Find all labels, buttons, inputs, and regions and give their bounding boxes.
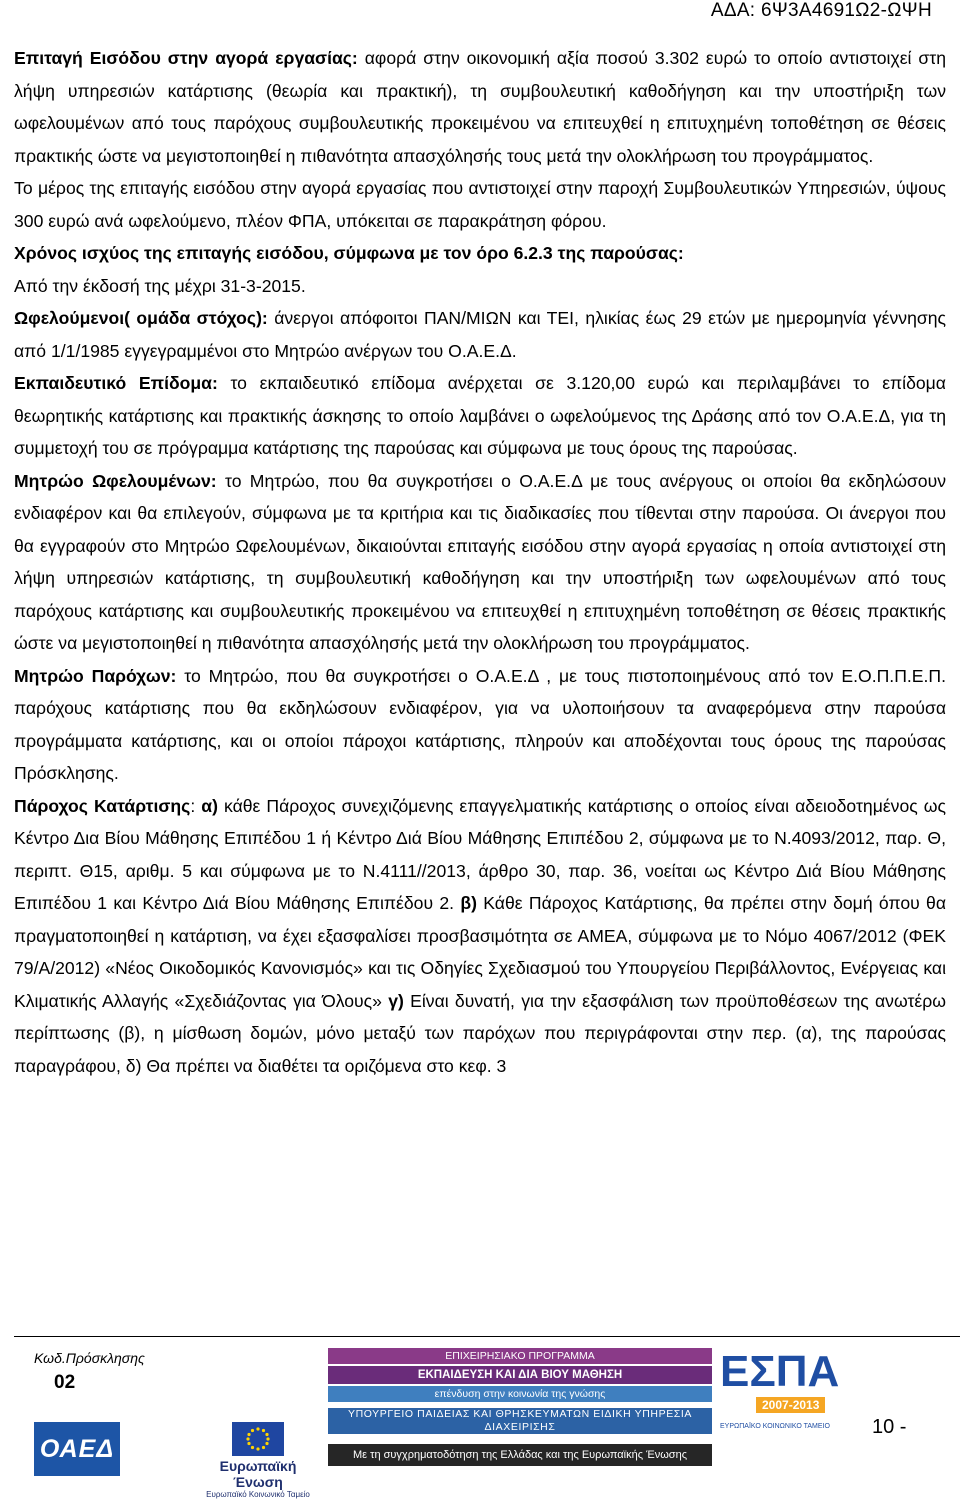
banner-line-4: ΥΠΟΥΡΓΕΙΟ ΠΑΙΔΕΙΑΣ ΚΑΙ ΘΡΗΣΚΕΥΜΑΤΩΝ ΕΙΔΙΚΗ ΥΠΗΡΕΣΙΑ ΔΙΑΧΕΙΡΙΣΗΣ <box>328 1408 712 1434</box>
banner-line-3: επένδυση στην κοινωνία της γνώσης <box>328 1386 712 1402</box>
eu-title: Ευρωπαϊκή Ένωση <box>219 1458 297 1490</box>
oaed-logo: ΟΑΕΔ <box>34 1422 120 1476</box>
banner-line-5: Με τη συγχρηματοδότηση της Ελλάδας και της Ευρωπαϊκής Ένωσης <box>328 1444 712 1466</box>
ada-code: ΑΔΑ: 6Ψ3Α4691Ω2-ΩΨΗ <box>710 0 932 21</box>
espa-years: 2007-2013 <box>756 1397 825 1413</box>
invitation-code-label: Κωδ.Πρόσκλησης <box>34 1350 145 1366</box>
espa-note: ΕΥΡΩΠΑΪΚΟ ΚΟΙΝΩΝΙΚΟ ΤΑΜΕΙΟ <box>720 1423 830 1430</box>
paragraph-training-provider: Πάροχος Κατάρτισης: α) κάθε Πάροχος συνεχιζόμενης επαγγελματικής κατάρτισης ο οποίος είναι αδειοδοτημένος ως Κέντρο Δια Βίου Μάθησης Επιπέδου 1 ή Κέντρο Διά Βίου Μάθησης Επιπέδου 2, σύμφωνα με το Ν.4093/2012, παρ. Θ, περιπτ. Θ15, αριθμ. 5 και σύμφωνα με το Ν.4111//2013, άρθρο 30, παρ. 36, νοείται ως Κέντρο Διά Βίου Μάθησης Επιπέδου 1 και Κέντρο Διά Βίου Μάθησης Επιπέδου 2. β) Κάθε Πάροχος Κατάρτισης, θα πρέπει στην δομή όπου θα πραγματοποιηθεί η κατάρτιση, να έχει εξασφαλίσει προσβασιμότητα σε ΑΜΕΑ, σύμφωνα με το Νόμο 4067/2012 (ΦΕΚ 79/Α/2012) «Νέος Οικοδομικός Κανονισμός» και τις Οδηγίες Σχεδιασμού του Υπουργείου Περιβάλλοντος, Ενέργειας και Κλιματικής Αλλαγής «Σχεδιάζοντας για Όλους» γ) Είναι δυνατή, για την εξασφάλιση των προϋποθέσεων της ανωτέρω περίπτωσης (β), η μίσθωση δομών, μόνο μεταξύ των παρόχων που περιγράφονται στην περ. (α), της παρούσας παραγράφου, δ) Θα πρέπει να διαθέτει τα οριζόμενα στο κεφ. 3 <box>14 795 947 1076</box>
eu-stars-icon <box>232 1422 284 1456</box>
invitation-code-number: 02 <box>54 1372 76 1393</box>
document-body <box>14 42 946 1082</box>
program-banner <box>328 1348 840 1468</box>
banner-line-2: ΕΚΠΑΙΔΕΥΣΗ ΚΑΙ ΔΙΑ ΒΙΟΥ ΜΑΘΗΣΗ <box>328 1366 712 1384</box>
eu-logo <box>200 1422 316 1500</box>
espa-title: ΕΣΠΑ <box>720 1347 840 1396</box>
paragraph-provider-registry: Μητρώο Παρόχων: το Μητρώο, που θα συγκροτήσει ο Ο.Α.Ε.Δ , με τους πιστοποιημένους από τον Ε.Ο.Π.Π.Ε.Π. παρόχους κατάρτισης που θα εκδηλώσουν ενδιαφέρον, για να υλοποιήσουν τα αναφερόμενα στην παρούσα προγράμματα κατάρτισης, και οι οποίοι πάροχοι κατάρτισης, πληρούν και αποδέχονται τους όρους της παρούσας Πρόσκλησης. <box>14 665 947 783</box>
paragraph-beneficiary-registry: Μητρώο Ωφελουμένων: το Μητρώο, που θα συγκροτήσει ο Ο.Α.Ε.Δ με τους ανέργους οι οποίοι θα εκδηλώσουν ενδιαφέρον και θα επιλεγούν, σύμφωνα με τα κριτήρια και τις διαδικασίες που τίθενται στην παρούσα. Οι άνεργοι που θα εγγραφούν στο Μητρώο Ωφελουμένων, δικαιούνται επιταγής εισόδου στην αγορά εργασίας η οποία αντιστοιχεί στη λήψη υπηρεσιών κατάρτισης, τη συμβουλευτική καθοδήγηση και την υποστήριξη των ωφελουμένων από τους παρόχους κατάρτισης και συμβουλευτικής προκειμένου να επιτευχθεί η επιτυχημένη τοποθέτηση σε θέσεις πρακτικής ώστε να μεγιστοποιηθεί η πιθανότητα απασχόλησής μετά την ολοκλήρωση του προγράμματος. <box>14 470 946 653</box>
paragraph-beneficiaries: Ωφελούμενοι( ομάδα στόχος): άνεργοι απόφοιτοι ΠΑΝ/ΜΙΩΝ και ΤΕΙ, ηλικίας έως 29 ετών με ημερομηνία γέννησης από 1/1/1985 εγγεγραμμένοι στο Μητρώο ανέργων του Ο.Α.Ε.Δ. <box>14 308 946 361</box>
page-number: 10 - <box>872 1416 907 1438</box>
banner-line-1: ΕΠΙΧΕΙΡΗΣΙΑΚΟ ΠΡΟΓΡΑΜΜΑ <box>328 1348 712 1364</box>
paragraph-validity-heading: Χρόνος ισχύος της επιταγής εισόδου, σύμφωνα με τον όρο 6.2.3 της παρούσας: <box>14 243 684 263</box>
paragraph-validity-period: Από την έκδοσή της μέχρι 31-3-2015. <box>14 275 306 296</box>
paragraph-training-allowance: Εκπαιδευτικό Επίδομα: το εκπαιδευτικό επίδομα ανέρχεται σε 3.120,00 ευρώ και περιλαμβάνει το επίδομα θεωρητικής κατάρτισης και πρακτικής άσκησης το οποίο λαμβάνει ο ωφελούμενος της Δράσης από τον Ο.Α.Ε.Δ, για τη συμμετοχή του σε πρόγραμμα κατάρτισης της παρούσας και σύμφωνα με τους όρους της παρούσας. <box>14 373 946 458</box>
eu-flag-icon <box>232 1422 284 1456</box>
footer-divider <box>14 1336 960 1337</box>
paragraph-entry-voucher: Επιταγή Εισόδου στην αγορά εργασίας: αφορά στην οικονομική αξία ποσού 3.302 ευρώ το οποίο αντιστοιχεί στη λήψη υπηρεσιών κατάρτισης (θεωρία και πρακτική), τη συμβουλευτική καθοδήγηση και την υποστήριξη των ωφελουμένων από τους παρόχους συμβουλευτικής προκειμένου να επιτευχθεί η επιτυχημένη τοποθέτηση σε θέσεις πρακτικής ώστε να μεγιστοποιηθεί η πιθανότητα απασχόλησής τους μετά την ολοκλήρωση του προγράμματος. <box>14 48 947 166</box>
paragraph-counseling-share: Το μέρος της επιταγής εισόδου στην αγορά εργασίας που αντιστοιχεί στην παροχή Συμβουλευτικών Υπηρεσιών, ύψους 300 ευρώ ανά ωφελούμενο, πλέον ΦΠΑ, υπόκειται σε παρακράτηση φόρου. <box>14 178 946 231</box>
espa-logo <box>720 1348 840 1434</box>
eu-subtitle: Ευρωπαϊκό Κοινωνικό Ταμείο <box>206 1490 310 1499</box>
